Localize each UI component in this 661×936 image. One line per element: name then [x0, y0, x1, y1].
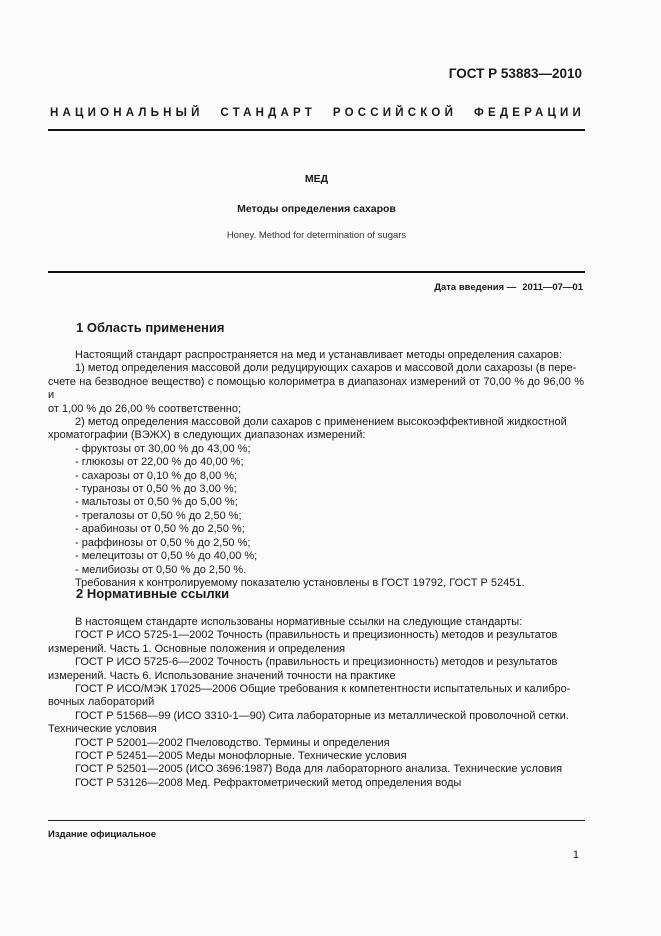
reference-standard: ГОСТ Р 52501—2005 (ИСО 3696:1987) Вода для лабораторного анализа. Технические условия — [75, 763, 563, 776]
section-1-line: Требования к контролируемому показателю установлены в ГОСТ 19792, ГОСТ Р 52451. — [75, 576, 525, 589]
reference-standard: ГОСТ Р 52001—2002 Пчеловодство. Термины и определения — [75, 736, 390, 749]
section-1-heading: 1 Область применения — [76, 320, 225, 335]
sugar-range-item: - туранозы от 0,50 % до 3,00 %; — [75, 483, 237, 496]
sugar-range-item: - мелибиозы от 0,50 % до 2,50 %. — [75, 563, 247, 576]
section-2-line: В настоящем стандарте использованы нормативные ссылки на следующие стандарты: — [75, 616, 523, 628]
sugar-range-item: - арабинозы от 0,50 % до 2,50 %; — [75, 523, 245, 536]
sugar-range-item: - фруктозы от 30,00 % до 43,00 %; — [75, 442, 251, 455]
section-1-line: счете на безводное вещество) с помощью колориметра в диапазонах измерений от 70,00 % до 96,00 % и — [48, 375, 584, 402]
section-2-body — [48, 616, 584, 790]
official-edition-label: Издание официальное — [48, 829, 156, 840]
section-1-line: 2) метод определения массовой доли сахаров с применением высокоэффективной жидкостной — [75, 416, 567, 429]
document-english-title: Honey. Method for determination of sugars — [226, 230, 407, 241]
reference-standard-cont: измерений. Часть 1. Основные положения и определения — [48, 642, 346, 655]
document-subtitle: Методы определения сахаров — [237, 203, 396, 215]
section-1-body — [48, 349, 584, 590]
reference-standard: ГОСТ Р ИСО/МЭК 17025—2006 Общие требования к компетентности испытательных и калибро- — [75, 683, 571, 696]
reference-standard: ГОСТ Р ИСО 5725-6—2002 Точность (правильность и прецизионность) методов и результатов — [75, 656, 558, 669]
reference-standard-cont: измерений. Часть 6. Использование значений точности на практике — [48, 669, 396, 682]
section-1-line: от 1,00 % до 26,00 % соответственно; — [48, 402, 242, 415]
reference-standard: ГОСТ Р 53126—2008 Мед. Рефрактометрический метод определения воды — [75, 776, 462, 789]
sugar-range-item: - сахарозы от 0,10 % до 8,00 %; — [75, 469, 238, 482]
title-divider — [48, 271, 585, 273]
sugar-range-item: - раффинозы от 0,50 % до 2,50 %; — [75, 536, 251, 549]
footer-divider — [48, 820, 585, 821]
introduction-date — [434, 282, 583, 293]
section-1-line: Настоящий стандарт распространяется на мед и устанавливает методы определения сахаров: — [75, 349, 563, 361]
standard-number: ГОСТ Р 53883—2010 — [448, 66, 582, 81]
sugar-range-item: - мелецитозы от 0,50 % до 40,00 %; — [75, 550, 258, 563]
intro-date-value: 2011—07—01 — [522, 282, 583, 293]
reference-standard-cont: Технические условия — [48, 723, 157, 736]
sugar-range-item: - глюкозы от 22,00 % до 40,00 %; — [75, 456, 244, 469]
reference-standard: ГОСТ Р 52451—2005 Меды монофлорные. Технические условия — [75, 750, 407, 763]
reference-standard: ГОСТ Р ИСО 5725-1—2002 Точность (правильность и прецизионность) методов и результатов — [75, 629, 558, 642]
reference-standard: ГОСТ Р 51568—99 (ИСО 3310-1—90) Сита лабораторные из металлической проволочной сетки. — [75, 709, 569, 722]
document-title: МЕД — [304, 173, 329, 185]
header-divider — [48, 129, 585, 131]
section-2-heading: 2 Нормативные ссылки — [76, 586, 230, 601]
section-1-line: 1) метод определения массовой доли редуцирующих сахаров и массовой доли сахарозы (в пере- — [75, 362, 577, 375]
national-standard-title: НАЦИОНАЛЬНЫЙ СТАНДАРТ РОССИЙСКОЙ ФЕДЕРАЦИИ — [50, 107, 585, 119]
sugar-range-item: - трегалозы от 0,50 % до 2,50 %; — [75, 509, 242, 522]
reference-standard-cont: вочных лабораторий — [48, 696, 155, 709]
page-number: 1 — [572, 849, 579, 861]
sugar-range-item: - мальтозы от 0,50 % до 5,00 %; — [75, 496, 238, 509]
section-1-line: хроматографии (ВЭЖХ) в следующих диапазонах измерений: — [48, 429, 366, 442]
intro-date-label: Дата введения — — [434, 282, 517, 293]
